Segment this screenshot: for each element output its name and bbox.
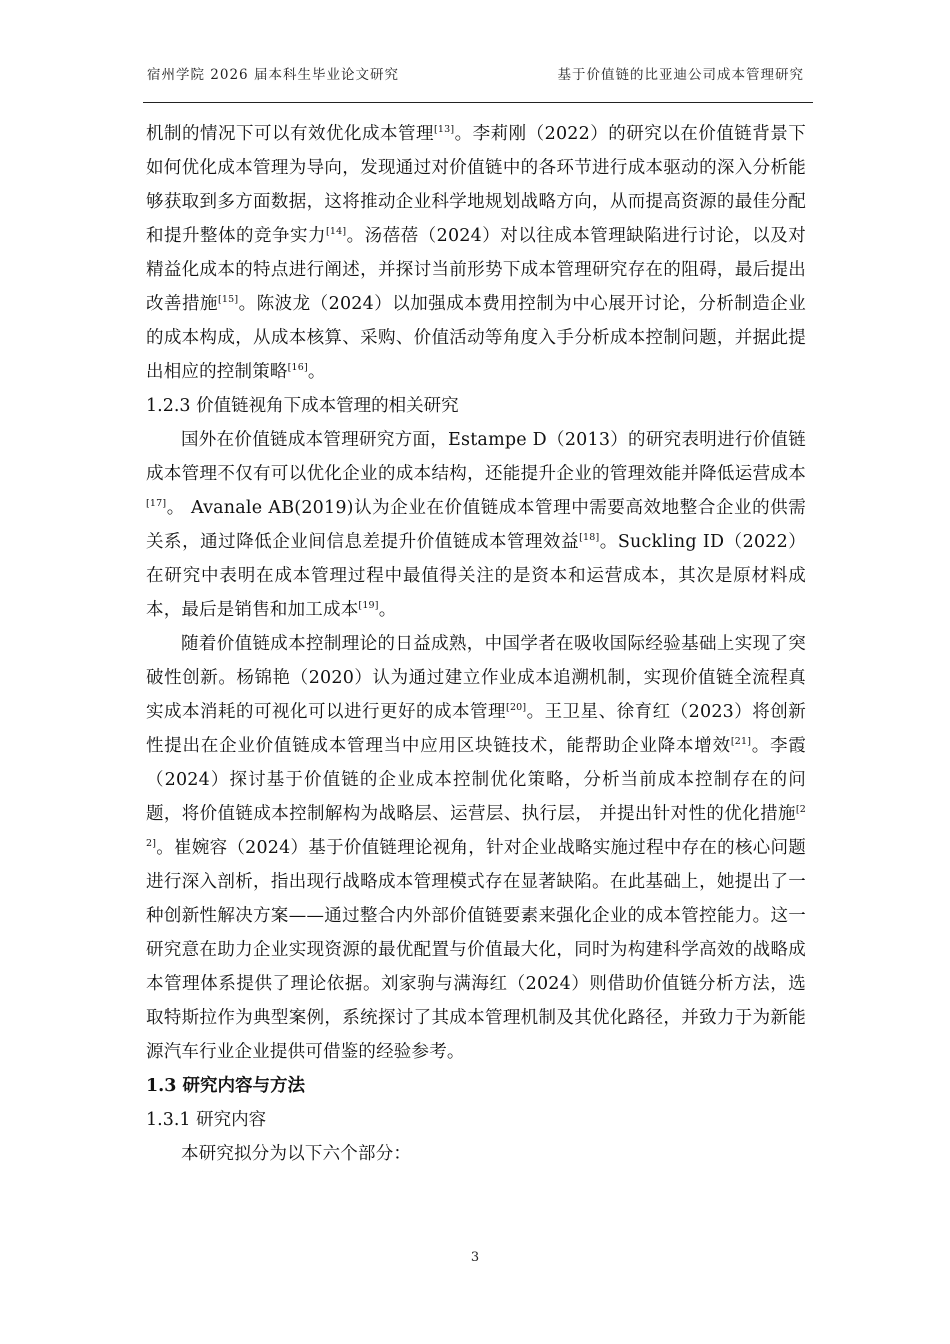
- running-header-left: 宿州学院 2026 届本科生毕业论文研究: [147, 67, 399, 83]
- citation-marker: [20]: [506, 702, 527, 714]
- paragraph: 本研究拟分为以下六个部分：: [181, 1144, 412, 1164]
- citation-marker: [22]: [146, 804, 806, 850]
- page-number: 3: [470, 1250, 480, 1265]
- section-heading-1-3: 1.3 研究内容与方法: [146, 1076, 306, 1096]
- citation-marker: [14]: [326, 226, 347, 238]
- citation-marker: [16]: [287, 362, 308, 374]
- section-heading-1-3-1: 1.3.1 研究内容: [146, 1110, 267, 1130]
- citation-marker: [17]: [146, 498, 167, 510]
- citation-marker: [21]: [730, 736, 752, 748]
- citation-marker: [13]: [434, 124, 455, 136]
- body-text: [146, 117, 806, 1171]
- citation-marker: [18]: [579, 532, 600, 544]
- paragraph: 机制的情况下可以有效优化成本管理[13]。李莉刚（2022）的研究以在价值链背景下如何优化成本管理为导向，发现通过对价值链中的各环节进行成本驱动的深入分析能够获取到多方面数据，这将推动企业科学地规划战略方向，从而提高资源的最佳分配和提升整体的竞争实力[14]。汤蓓蓓（2024）对以往成本管理缺陷进行讨论，以及对精益化成本的特点进行阐述，并探讨当前形势下成本管理研究存在的阻碍，最后提出改善措施[15]。陈波龙（2024）以加强成本费用控制为中心展开讨论，分析制造企业的成本构成，从成本核算、采购、价值活动等角度入手分析成本控制问题，并据此提出相应的控制策略[16]。: [146, 124, 806, 382]
- citation-marker: [15]: [218, 294, 239, 306]
- paragraph: 国外在价值链成本管理研究方面，Estampe D（2013）的研究表明进行价值链成本管理不仅有可以优化企业的成本结构，还能提升企业的管理效能并降低运营成本[17]。 Avanale AB(2019)认为企业在价值链成本管理中需要高效地整合企业的供需关系，通过降低企业间信息差提升价值链成本管理效益[18]。Suckling ID（2022）在研究中表明在成本管理过程中最值得关注的是资本和运营成本，其次是原材料成本，最后是销售和加工成本[19]。: [146, 430, 806, 620]
- header-rule: [143, 102, 813, 103]
- section-heading-1-2-3: 1.2.3 价值链视角下成本管理的相关研究: [146, 396, 459, 416]
- paragraph: 随着价值链成本控制理论的日益成熟，中国学者在吸收国际经验基础上实现了突破性创新。杨锦艳（2020）认为通过建立作业成本追溯机制，实现价值链全流程真实成本消耗的可视化可以进行更好的成本管理[20]。王卫星、徐育红（2023）将创新性提出在企业价值链成本管理当中应用区块链技术，能帮助企业降本增效[21]。李霞（2024）探讨基于价值链的企业成本控制优化策略，分析当前成本控制存在的问题，将价值链成本控制解构为战略层、运营层、执行层， 并提出针对性的优化措施[22]。崔婉容（2024）基于价值链理论视角，针对企业战略实施过程中存在的核心问题进行深入剖析，指出现行战略成本管理模式存在显著缺陷。在此基础上，她提出了一种创新性解决方案——通过整合内外部价值链要素来强化企业的成本管控能力。这一研究意在助力企业实现资源的最优配置与价值最大化，同时为构建科学高效的战略成本管理体系提供了理论依据。刘家驹与满海红（2024）则借助价值链分析方法，选取特斯拉作为典型案例，系统探讨了其成本管理机制及其优化路径，并致力于为新能源汽车行业企业提供可借鉴的经验参考。: [146, 634, 806, 1062]
- citation-marker: [19]: [358, 600, 379, 612]
- running-header-right: 基于价值链的比亚迪公司成本管理研究: [557, 67, 804, 83]
